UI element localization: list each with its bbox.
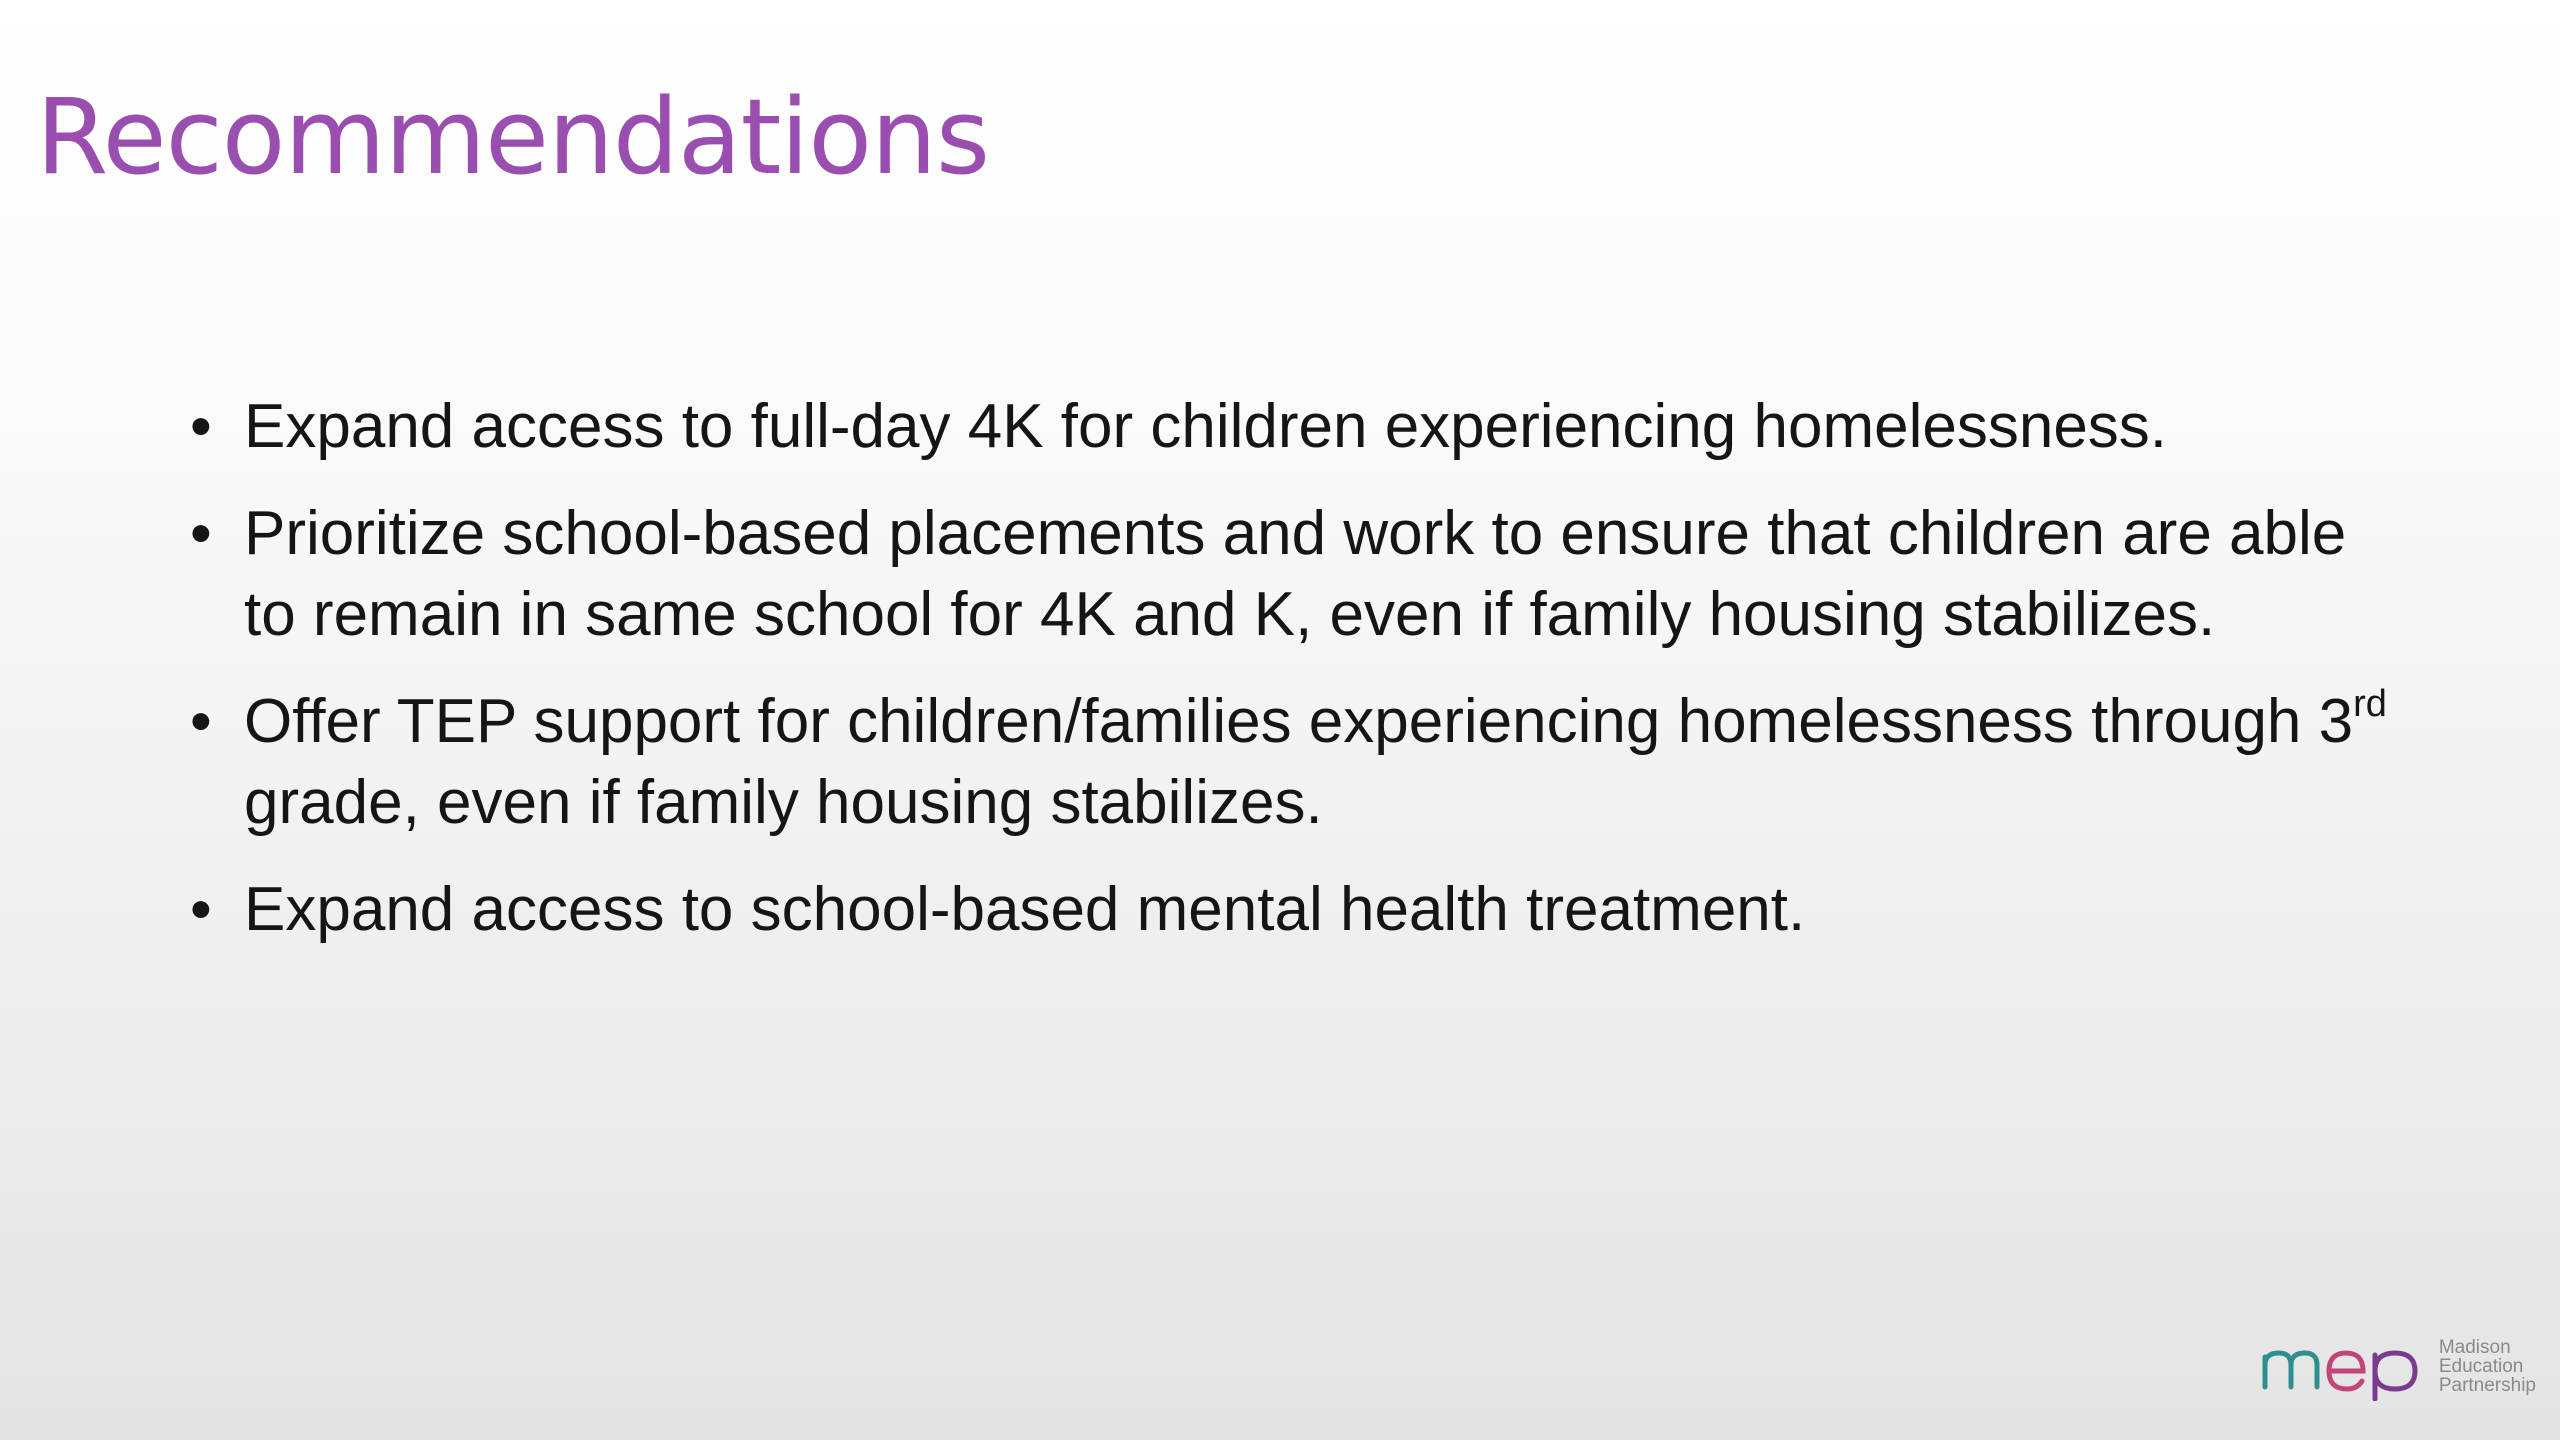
- logo-line: Madison: [2438, 1336, 2511, 1358]
- mep-logo: [2259, 1326, 2536, 1406]
- bullet-text: Expand access to full-day 4K for children experiencing homelessness.: [244, 392, 2168, 461]
- mep-logo-icon: [2259, 1331, 2429, 1401]
- bullet-text: Expand access to school-based mental health treatment.: [244, 875, 1806, 944]
- bullet-text: Prioritize school-based placements and work to ensure that children are able to remain in same school for 4K and K, even if family housing stabilizes.: [244, 499, 2347, 649]
- bullet-item: [190, 493, 2390, 655]
- logo-line: Partnership: [2438, 1374, 2536, 1396]
- bullet-icon: •: [190, 687, 212, 756]
- logo-line: Education: [2438, 1355, 2524, 1377]
- bullet-icon: •: [190, 499, 212, 568]
- bullet-item: [190, 681, 2390, 843]
- logo-wordmark: [2439, 1338, 2536, 1395]
- bullet-item: [190, 869, 2390, 950]
- bullet-icon: •: [190, 875, 212, 944]
- bullet-text-start: Offer TEP support for children/families experiencing homelessness through 3: [244, 687, 2354, 756]
- slide-title: Recommendations: [36, 76, 990, 198]
- bullet-text-end: grade, even if family housing stabilizes.: [244, 768, 1323, 837]
- bullet-item: [190, 386, 2390, 467]
- bullet-superscript: rd: [2353, 683, 2387, 726]
- bullet-list: [190, 386, 2390, 976]
- bullet-icon: •: [190, 392, 212, 461]
